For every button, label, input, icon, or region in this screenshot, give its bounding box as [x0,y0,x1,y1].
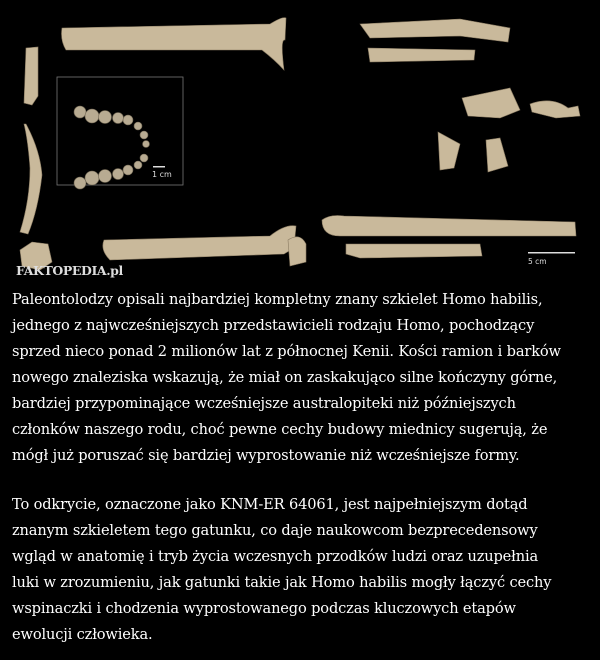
fibula-bone [346,244,482,258]
scale-bar [153,166,165,168]
description-paragraph [12,287,561,469]
text-line: ewolucji człowieka. [12,626,153,643]
text-line: To odkrycie, oznaczone jako KNM-ER 64061, jest najpełniejszym dotąd [12,496,528,513]
main-scale-label: 5 cm [528,257,547,266]
text-line: wspinaczki i chodzenia wyprostowanego podczas kluczowych etapów [12,600,516,617]
fossil-skeleton-photo [0,0,600,270]
clavicle-fragment [24,47,38,105]
watermark: FAKTOPEDIA.pl [16,263,123,278]
text-line: Paleontolodzy opisali najbardziej kompletny znany szkielet Homo habilis, [12,291,543,308]
text-line: luki w zrozumieniu, jak gatunki takie jak Homo habilis mogły łączyć cechy [12,574,552,591]
scale-bar [528,252,575,254]
text-line: znanym szkieletem tego gatunku, co daje naukowcom bezprecedensowy [12,522,538,539]
knee-fragment [288,237,306,266]
text-line: bardziej przypominające wcześniejsze australopiteki niż późniejszych [12,395,516,412]
text-line: jednego z najwcześniejszych przedstawicieli rodzaju Homo, pochodzący [12,317,535,334]
text-line: mógł już poruszać się bardziej wyprostowanie niż wcześniejsze formy. [12,447,520,464]
text-line: sprzed nieco ponad 2 milionów lat z północnej Kenii. Kości ramion i barków [12,343,561,360]
description-paragraph [12,492,551,648]
text-line: nowego znaleziska wskazują, że miał on zaskakująco silne kończyny górne, [12,369,558,386]
inset-scale-label: 1 cm [152,170,172,179]
ulna-bone [368,48,475,62]
text-line: członków naszego rodu, choć pewne cechy budowy miednicy sugerują, że [12,421,548,438]
text-line: wgląd w anatomię i tryb życia wczesnych przodków ludzi oraz uzupełnia [12,548,539,565]
